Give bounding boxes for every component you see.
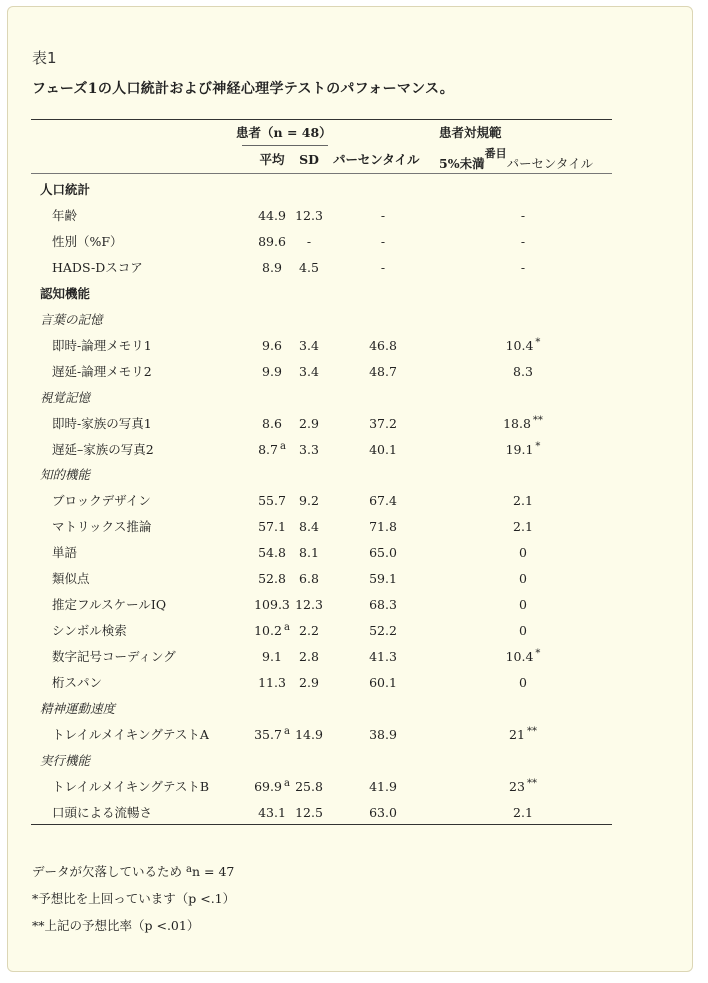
cell-mean [252, 519, 292, 535]
cell-mean-mark: a [283, 726, 290, 737]
cell-below5-value: 2.1 [513, 805, 533, 820]
cell-below5-value: 0 [519, 623, 527, 638]
cell-mean [252, 364, 292, 380]
row-label: 即時-論理メモリ1 [52, 338, 152, 353]
cell-mean [252, 545, 292, 561]
cell-below5-value: 10.4 [505, 338, 534, 353]
cell-below5 [488, 779, 558, 797]
cell-below5-mark: ** [526, 726, 537, 737]
cell-below5-mark: * [535, 441, 541, 452]
header-below5-suffix: パーセンタイル [506, 156, 594, 172]
cell-mean [252, 805, 292, 821]
cell-mean [252, 416, 292, 432]
cell-mean [252, 623, 292, 641]
row-label: 単語 [52, 545, 78, 560]
cell-sd: 8.1 [299, 545, 319, 560]
cell-percentile: 41.9 [369, 779, 397, 794]
cell-below5-value: 2.1 [513, 493, 533, 508]
cell-below5-mark: * [535, 337, 541, 348]
cell-mean-value: 35.7 [254, 727, 282, 742]
cell-mean-mark: a [283, 778, 290, 789]
cell-sd: 25.8 [295, 779, 323, 794]
cell-below5-value: - [520, 234, 526, 249]
bottom-rule [31, 824, 612, 825]
cell-sd: 9.2 [299, 493, 319, 508]
cell-sd: 3.4 [299, 338, 319, 353]
cell-mean-value: 9.9 [262, 364, 282, 379]
cell-below5 [488, 623, 558, 639]
cell-below5-value: 23 [509, 779, 525, 794]
cell-mean-mark: a [279, 441, 286, 452]
cell-mean-value: 54.8 [258, 545, 286, 560]
cell-percentile: 65.0 [369, 545, 397, 560]
cell-below5 [488, 545, 558, 561]
row-label: 口頭による流暢さ [52, 805, 153, 820]
cell-mean-value: 69.9 [254, 779, 282, 794]
row-label: トレイルメイキングテストB [52, 779, 210, 794]
row-label: 年齢 [52, 208, 78, 223]
cell-below5-mark: * [535, 648, 541, 659]
header-rule [31, 173, 612, 174]
cell-below5 [488, 571, 558, 587]
cell-below5-value: 21 [509, 727, 525, 742]
cell-percentile: 40.1 [369, 442, 397, 457]
header-percentile: パーセンタイル [333, 152, 420, 167]
cell-below5 [488, 805, 558, 821]
cell-mean [252, 649, 292, 665]
cell-mean-mark: a [283, 622, 290, 633]
cell-below5-value: - [520, 260, 526, 275]
cell-below5 [488, 364, 558, 380]
header-sd: SD [299, 152, 319, 167]
cell-percentile: 41.3 [369, 649, 397, 664]
row-label: 桁スパン [52, 675, 103, 690]
row-label: ブロックデザイン [52, 493, 151, 508]
subsection-heading: 精神運動速度 [40, 701, 116, 716]
cell-mean-value: 10.2 [254, 623, 282, 638]
cell-mean [252, 571, 292, 587]
cell-percentile: - [380, 260, 386, 275]
header-mean: 平均 [259, 152, 285, 167]
cell-sd: 8.4 [299, 519, 319, 534]
note-missing [32, 862, 234, 880]
cell-percentile: 60.1 [369, 675, 397, 690]
cell-mean-value: 89.6 [258, 234, 286, 249]
cell-mean [252, 727, 292, 745]
header-below5-label: 5%未満 [439, 156, 485, 172]
header-below5-sup: 番目 [484, 147, 507, 160]
section-heading: 認知機能 [40, 286, 91, 301]
cell-mean-value: 8.6 [262, 416, 282, 431]
cell-below5 [488, 493, 558, 509]
header-below5 [439, 147, 594, 172]
table-caption: フェーズ1の人口統計および神経心理学テストのパフォーマンス。 [32, 81, 455, 97]
cell-mean-value: 109.3 [254, 597, 290, 612]
note-missing-prefix: データが欠落しているため [32, 864, 183, 879]
row-label: 数字記号コーディング [52, 649, 176, 664]
cell-below5-value: 8.3 [513, 364, 533, 379]
header-norms-group: 患者対規範 [439, 125, 502, 140]
patients-group-rule [242, 145, 328, 146]
cell-mean-value: 55.7 [258, 493, 286, 508]
row-label: 即時-家族の写真1 [52, 416, 152, 431]
row-label: 遅延–家族の写真2 [52, 442, 154, 457]
cell-below5-value: 2.1 [513, 519, 533, 534]
note-missing-mark: a [186, 864, 192, 875]
cell-percentile: 48.7 [369, 364, 397, 379]
cell-below5 [488, 442, 558, 460]
cell-sd: 12.5 [295, 805, 323, 820]
cell-mean-value: 57.1 [258, 519, 286, 534]
cell-mean-value: 11.3 [258, 675, 286, 690]
note-missing-n: n = 47 [191, 864, 235, 879]
section-heading: 人口統計 [40, 182, 91, 197]
table-label: 表1 [32, 49, 57, 67]
subsection-heading: 実行機能 [40, 753, 91, 768]
cell-mean-value: 8.9 [262, 260, 282, 275]
row-label: マトリックス推論 [52, 519, 152, 534]
top-rule [31, 119, 612, 120]
cell-mean-value: 9.1 [262, 649, 282, 664]
cell-percentile: 71.8 [369, 519, 397, 534]
cell-below5 [488, 260, 558, 276]
cell-percentile: 63.0 [369, 805, 397, 820]
cell-mean [252, 260, 292, 276]
row-label: シンボル検索 [52, 623, 127, 638]
cell-below5-value: 0 [519, 571, 527, 586]
cell-below5-value: 0 [519, 545, 527, 560]
cell-sd: 2.8 [299, 649, 319, 664]
cell-sd: 12.3 [295, 597, 323, 612]
cell-below5 [488, 416, 558, 434]
cell-mean [252, 493, 292, 509]
cell-percentile: 52.2 [369, 623, 397, 638]
cell-mean-value: 43.1 [258, 805, 286, 820]
cell-below5-value: 0 [519, 675, 527, 690]
table-card [7, 6, 693, 972]
cell-below5-value: 10.4 [505, 649, 534, 664]
cell-mean [252, 779, 292, 797]
cell-percentile: 38.9 [369, 727, 397, 742]
cell-below5-value: 0 [519, 597, 527, 612]
cell-below5-value: 19.1 [505, 442, 534, 457]
cell-mean-value: 8.7 [258, 442, 278, 457]
subsection-heading: 言葉の記憶 [40, 312, 103, 327]
cell-mean [252, 234, 292, 250]
cell-below5-mark: ** [526, 778, 537, 789]
cell-percentile: - [380, 234, 386, 249]
row-label: 推定フルスケールIQ [52, 597, 167, 612]
row-label: 類似点 [52, 571, 90, 586]
cell-sd: 3.4 [299, 364, 319, 379]
cell-sd: 6.8 [299, 571, 319, 586]
row-label: HADS-Dスコア [52, 260, 143, 275]
cell-below5 [488, 675, 558, 691]
cell-mean-value: 9.6 [262, 338, 282, 353]
cell-sd: 2.9 [299, 416, 319, 431]
cell-mean [252, 597, 292, 613]
cell-mean-value: 52.8 [258, 571, 286, 586]
cell-sd: - [306, 234, 312, 249]
row-label: 性別（%F） [52, 234, 123, 249]
row-label: 遅延-論理メモリ2 [52, 364, 152, 379]
cell-percentile: 68.3 [369, 597, 397, 612]
cell-below5 [488, 727, 558, 745]
cell-sd: 14.9 [295, 727, 323, 742]
subsection-heading: 視覚記憶 [40, 390, 91, 405]
cell-below5 [488, 649, 558, 667]
cell-below5 [488, 234, 558, 250]
cell-percentile: 37.2 [369, 416, 397, 431]
cell-percentile: 59.1 [369, 571, 397, 586]
cell-percentile: 46.8 [369, 338, 397, 353]
cell-below5 [488, 338, 558, 356]
cell-below5-value: - [520, 208, 526, 223]
cell-percentile: - [380, 208, 386, 223]
cell-sd: 4.5 [299, 260, 319, 275]
cell-below5 [488, 519, 558, 535]
cell-mean [252, 338, 292, 354]
cell-mean [252, 208, 292, 224]
cell-sd: 2.9 [299, 675, 319, 690]
header-patients-group: 患者（n = 48） [236, 125, 332, 140]
cell-sd: 3.3 [299, 442, 319, 457]
row-label: トレイルメイキングテストA [52, 727, 209, 742]
cell-sd: 12.3 [295, 208, 323, 223]
cell-percentile: 67.4 [369, 493, 397, 508]
cell-below5-value: 18.8 [503, 416, 531, 431]
cell-below5 [488, 597, 558, 613]
cell-mean-value: 44.9 [258, 208, 286, 223]
note-above2: **上記の予想比率（p <.01） [32, 918, 200, 933]
cell-mean [252, 442, 292, 460]
cell-below5-mark: ** [532, 415, 543, 426]
cell-mean [252, 675, 292, 691]
cell-sd: 2.2 [299, 623, 319, 638]
note-above: *予想比を上回っています（p <.1） [32, 891, 236, 906]
subsection-heading: 知的機能 [40, 467, 91, 482]
cell-below5 [488, 208, 558, 224]
